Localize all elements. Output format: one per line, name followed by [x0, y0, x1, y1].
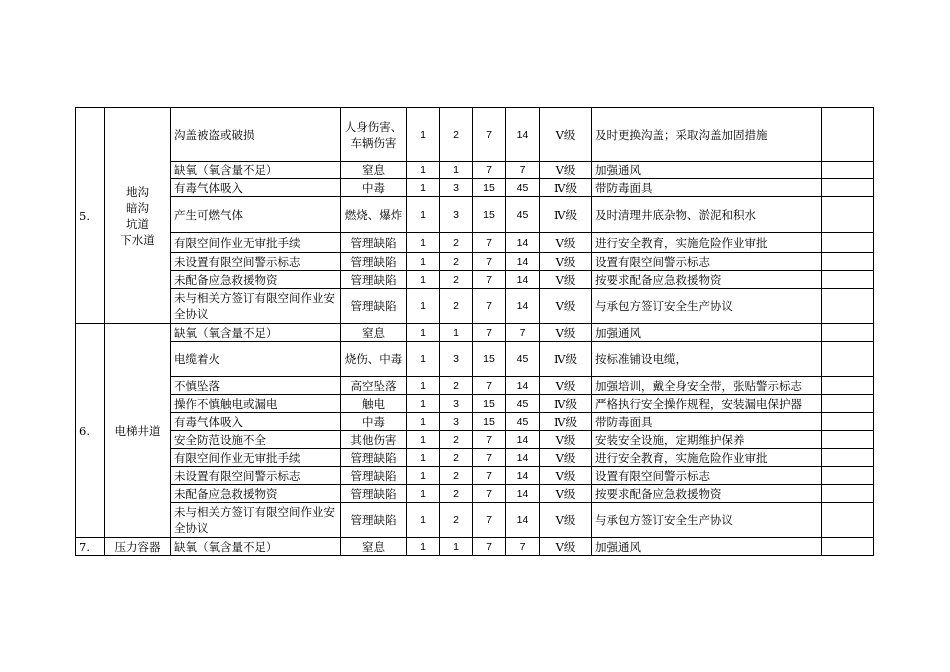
table-row	[76, 179, 874, 197]
remarks-cell	[822, 485, 874, 503]
consequence-cell: 燃烧、爆炸	[341, 197, 407, 233]
likelihood-cell: 1	[407, 342, 440, 377]
risk-level-cell: Ⅳ级	[540, 179, 592, 197]
table-row	[76, 289, 874, 324]
hazard-cell: 不慎坠落	[171, 377, 341, 395]
exposure-cell: 2	[440, 271, 473, 289]
likelihood-cell: 1	[407, 538, 440, 556]
risk-level-cell: Ⅴ级	[540, 108, 592, 162]
risk-level-cell: Ⅴ级	[540, 233, 592, 253]
table-row	[76, 162, 874, 179]
table-row	[76, 395, 874, 413]
exposure-cell: 2	[440, 467, 473, 485]
control-measure-cell: 带防毒面具	[592, 413, 822, 431]
consequence-cell: 管理缺陷	[341, 253, 407, 271]
control-measure-cell: 按要求配备应急救援物资	[592, 271, 822, 289]
control-measure-cell: 严格执行安全操作规程，安装漏电保护器	[592, 395, 822, 413]
table-row	[76, 431, 874, 449]
severity-cell: 15	[473, 342, 506, 377]
exposure-cell: 2	[440, 253, 473, 271]
hazard-cell: 有限空间作业无审批手续	[171, 449, 341, 467]
risk-score-cell: 45	[506, 395, 540, 413]
consequence-cell: 其他伤害	[341, 431, 407, 449]
likelihood-cell: 1	[407, 467, 440, 485]
remarks-cell	[822, 449, 874, 467]
item-number-cell: 5.	[76, 108, 105, 324]
table-row	[76, 233, 874, 253]
hazard-cell: 未与相关方签订有限空间作业安全协议	[171, 289, 341, 324]
hazard-cell: 有限空间作业无审批手续	[171, 233, 341, 253]
exposure-cell: 3	[440, 413, 473, 431]
hazard-cell: 未设置有限空间警示标志	[171, 253, 341, 271]
hazard-cell: 沟盖被盗或破损	[171, 108, 341, 162]
remarks-cell	[822, 342, 874, 377]
table-row	[76, 324, 874, 342]
control-measure-cell: 及时更换沟盖；采取沟盖加固措施	[592, 108, 822, 162]
table-row	[76, 342, 874, 377]
severity-cell: 7	[473, 289, 506, 324]
likelihood-cell: 1	[407, 108, 440, 162]
control-measure-cell: 加强通风	[592, 324, 822, 342]
control-measure-cell: 加强通风	[592, 538, 822, 556]
remarks-cell	[822, 253, 874, 271]
exposure-cell: 2	[440, 503, 473, 538]
risk-level-cell: Ⅴ级	[540, 324, 592, 342]
severity-cell: 7	[473, 271, 506, 289]
likelihood-cell: 1	[407, 253, 440, 271]
exposure-cell: 3	[440, 197, 473, 233]
consequence-cell: 窒息	[341, 162, 407, 179]
remarks-cell	[822, 197, 874, 233]
likelihood-cell: 1	[407, 179, 440, 197]
control-measure-cell: 加强通风	[592, 162, 822, 179]
consequence-cell: 管理缺陷	[341, 467, 407, 485]
risk-score-cell: 45	[506, 197, 540, 233]
consequence-cell: 管理缺陷	[341, 485, 407, 503]
consequence-cell: 人身伤害、车辆伤害	[341, 108, 407, 162]
severity-cell: 7	[473, 467, 506, 485]
risk-score-cell: 14	[506, 431, 540, 449]
likelihood-cell: 1	[407, 377, 440, 395]
table-row	[76, 377, 874, 395]
hazard-cell: 缺氧（氧含量不足）	[171, 538, 341, 556]
item-number-cell: 7.	[76, 538, 105, 556]
hazard-cell: 安全防范设施不全	[171, 431, 341, 449]
exposure-cell: 3	[440, 342, 473, 377]
consequence-cell: 中毒	[341, 413, 407, 431]
remarks-cell	[822, 233, 874, 253]
risk-score-cell: 14	[506, 253, 540, 271]
remarks-cell	[822, 271, 874, 289]
table-row	[76, 538, 874, 556]
risk-score-cell: 7	[506, 162, 540, 179]
hazard-cell: 有毒气体吸入	[171, 179, 341, 197]
exposure-cell: 2	[440, 289, 473, 324]
severity-cell: 7	[473, 538, 506, 556]
severity-cell: 7	[473, 449, 506, 467]
hazard-cell: 未配备应急救援物资	[171, 485, 341, 503]
risk-score-cell: 7	[506, 538, 540, 556]
control-measure-cell: 按标准铺设电缆，	[592, 342, 822, 377]
consequence-cell: 高空坠落	[341, 377, 407, 395]
likelihood-cell: 1	[407, 233, 440, 253]
exposure-cell: 2	[440, 233, 473, 253]
control-measure-cell: 进行安全教育，实施危险作业审批	[592, 233, 822, 253]
risk-assessment-table	[75, 107, 874, 556]
hazard-cell: 未与相关方签订有限空间作业安全协议	[171, 503, 341, 538]
exposure-cell: 1	[440, 324, 473, 342]
severity-cell: 15	[473, 197, 506, 233]
severity-cell: 7	[473, 324, 506, 342]
risk-score-cell: 45	[506, 179, 540, 197]
severity-cell: 15	[473, 413, 506, 431]
table-row	[76, 413, 874, 431]
likelihood-cell: 1	[407, 324, 440, 342]
table-row	[76, 503, 874, 538]
risk-level-cell: Ⅴ级	[540, 467, 592, 485]
risk-score-cell: 14	[506, 233, 540, 253]
hazard-cell: 未设置有限空间警示标志	[171, 467, 341, 485]
control-measure-cell: 与承包方签订安全生产协议	[592, 503, 822, 538]
risk-level-cell: Ⅴ级	[540, 289, 592, 324]
risk-score-cell: 14	[506, 467, 540, 485]
risk-score-cell: 14	[506, 449, 540, 467]
consequence-cell: 触电	[341, 395, 407, 413]
severity-cell: 15	[473, 395, 506, 413]
control-measure-cell: 进行安全教育，实施危险作业审批	[592, 449, 822, 467]
table-row	[76, 197, 874, 233]
likelihood-cell: 1	[407, 431, 440, 449]
item-number-cell: 6.	[76, 324, 105, 538]
risk-level-cell: Ⅴ级	[540, 253, 592, 271]
control-measure-cell: 按要求配备应急救援物资	[592, 485, 822, 503]
likelihood-cell: 1	[407, 449, 440, 467]
severity-cell: 7	[473, 162, 506, 179]
remarks-cell	[822, 395, 874, 413]
risk-score-cell: 14	[506, 289, 540, 324]
hazard-cell: 操作不慎触电或漏电	[171, 395, 341, 413]
consequence-cell: 管理缺陷	[341, 271, 407, 289]
severity-cell: 7	[473, 431, 506, 449]
risk-score-cell: 14	[506, 108, 540, 162]
exposure-cell: 2	[440, 377, 473, 395]
risk-level-cell: Ⅴ级	[540, 485, 592, 503]
table-row	[76, 271, 874, 289]
exposure-cell: 2	[440, 108, 473, 162]
likelihood-cell: 1	[407, 413, 440, 431]
remarks-cell	[822, 413, 874, 431]
consequence-cell: 烧伤、中毒	[341, 342, 407, 377]
risk-score-cell: 14	[506, 377, 540, 395]
risk-score-cell: 7	[506, 324, 540, 342]
likelihood-cell: 1	[407, 162, 440, 179]
remarks-cell	[822, 467, 874, 485]
risk-score-cell: 14	[506, 485, 540, 503]
remarks-cell	[822, 538, 874, 556]
table-row	[76, 108, 874, 162]
risk-score-cell: 45	[506, 342, 540, 377]
remarks-cell	[822, 431, 874, 449]
consequence-cell: 中毒	[341, 179, 407, 197]
consequence-cell: 管理缺陷	[341, 233, 407, 253]
risk-level-cell: Ⅳ级	[540, 197, 592, 233]
likelihood-cell: 1	[407, 197, 440, 233]
exposure-cell: 3	[440, 395, 473, 413]
control-measure-cell: 及时清理井底杂物、淤泥和积水	[592, 197, 822, 233]
likelihood-cell: 1	[407, 395, 440, 413]
hazard-cell: 缺氧（氧含量不足）	[171, 162, 341, 179]
remarks-cell	[822, 289, 874, 324]
hazard-cell: 未配备应急救援物资	[171, 271, 341, 289]
control-measure-cell: 安装安全设施，定期维护保养	[592, 431, 822, 449]
likelihood-cell: 1	[407, 271, 440, 289]
consequence-cell: 窒息	[341, 324, 407, 342]
risk-level-cell: Ⅳ级	[540, 413, 592, 431]
risk-score-cell: 45	[506, 413, 540, 431]
remarks-cell	[822, 377, 874, 395]
hazard-cell: 缺氧（氧含量不足）	[171, 324, 341, 342]
likelihood-cell: 1	[407, 485, 440, 503]
location-cell: 电梯井道	[105, 324, 171, 538]
consequence-cell: 管理缺陷	[341, 449, 407, 467]
severity-cell: 7	[473, 485, 506, 503]
control-measure-cell: 设置有限空间警示标志	[592, 467, 822, 485]
likelihood-cell: 1	[407, 289, 440, 324]
control-measure-cell: 与承包方签订安全生产协议	[592, 289, 822, 324]
exposure-cell: 3	[440, 179, 473, 197]
consequence-cell: 管理缺陷	[341, 289, 407, 324]
severity-cell: 15	[473, 179, 506, 197]
risk-level-cell: Ⅴ级	[540, 431, 592, 449]
severity-cell: 7	[473, 233, 506, 253]
hazard-cell: 有毒气体吸入	[171, 413, 341, 431]
remarks-cell	[822, 179, 874, 197]
exposure-cell: 1	[440, 538, 473, 556]
location-cell: 压力容器	[105, 538, 171, 556]
risk-level-cell: Ⅴ级	[540, 538, 592, 556]
remarks-cell	[822, 162, 874, 179]
hazard-cell: 产生可燃气体	[171, 197, 341, 233]
table-row	[76, 485, 874, 503]
risk-level-cell: Ⅴ级	[540, 271, 592, 289]
risk-score-cell: 14	[506, 271, 540, 289]
severity-cell: 7	[473, 108, 506, 162]
hazard-cell: 电缆着火	[171, 342, 341, 377]
control-measure-cell: 带防毒面具	[592, 179, 822, 197]
risk-level-cell: Ⅳ级	[540, 342, 592, 377]
table-row	[76, 449, 874, 467]
risk-level-cell: Ⅴ级	[540, 503, 592, 538]
severity-cell: 7	[473, 253, 506, 271]
risk-level-cell: Ⅳ级	[540, 395, 592, 413]
remarks-cell	[822, 108, 874, 162]
control-measure-cell: 设置有限空间警示标志	[592, 253, 822, 271]
risk-level-cell: Ⅴ级	[540, 162, 592, 179]
likelihood-cell: 1	[407, 503, 440, 538]
severity-cell: 7	[473, 503, 506, 538]
control-measure-cell: 加强培训，戴全身安全带，张贴警示标志	[592, 377, 822, 395]
exposure-cell: 2	[440, 431, 473, 449]
risk-score-cell: 14	[506, 503, 540, 538]
table-row	[76, 467, 874, 485]
consequence-cell: 管理缺陷	[341, 503, 407, 538]
remarks-cell	[822, 324, 874, 342]
table-row	[76, 253, 874, 271]
severity-cell: 7	[473, 377, 506, 395]
exposure-cell: 1	[440, 162, 473, 179]
exposure-cell: 2	[440, 449, 473, 467]
risk-level-cell: Ⅴ级	[540, 377, 592, 395]
location-cell: 地沟 暗沟 坑道 下水道	[105, 108, 171, 324]
risk-level-cell: Ⅴ级	[540, 449, 592, 467]
consequence-cell: 窒息	[341, 538, 407, 556]
remarks-cell	[822, 503, 874, 538]
exposure-cell: 2	[440, 485, 473, 503]
